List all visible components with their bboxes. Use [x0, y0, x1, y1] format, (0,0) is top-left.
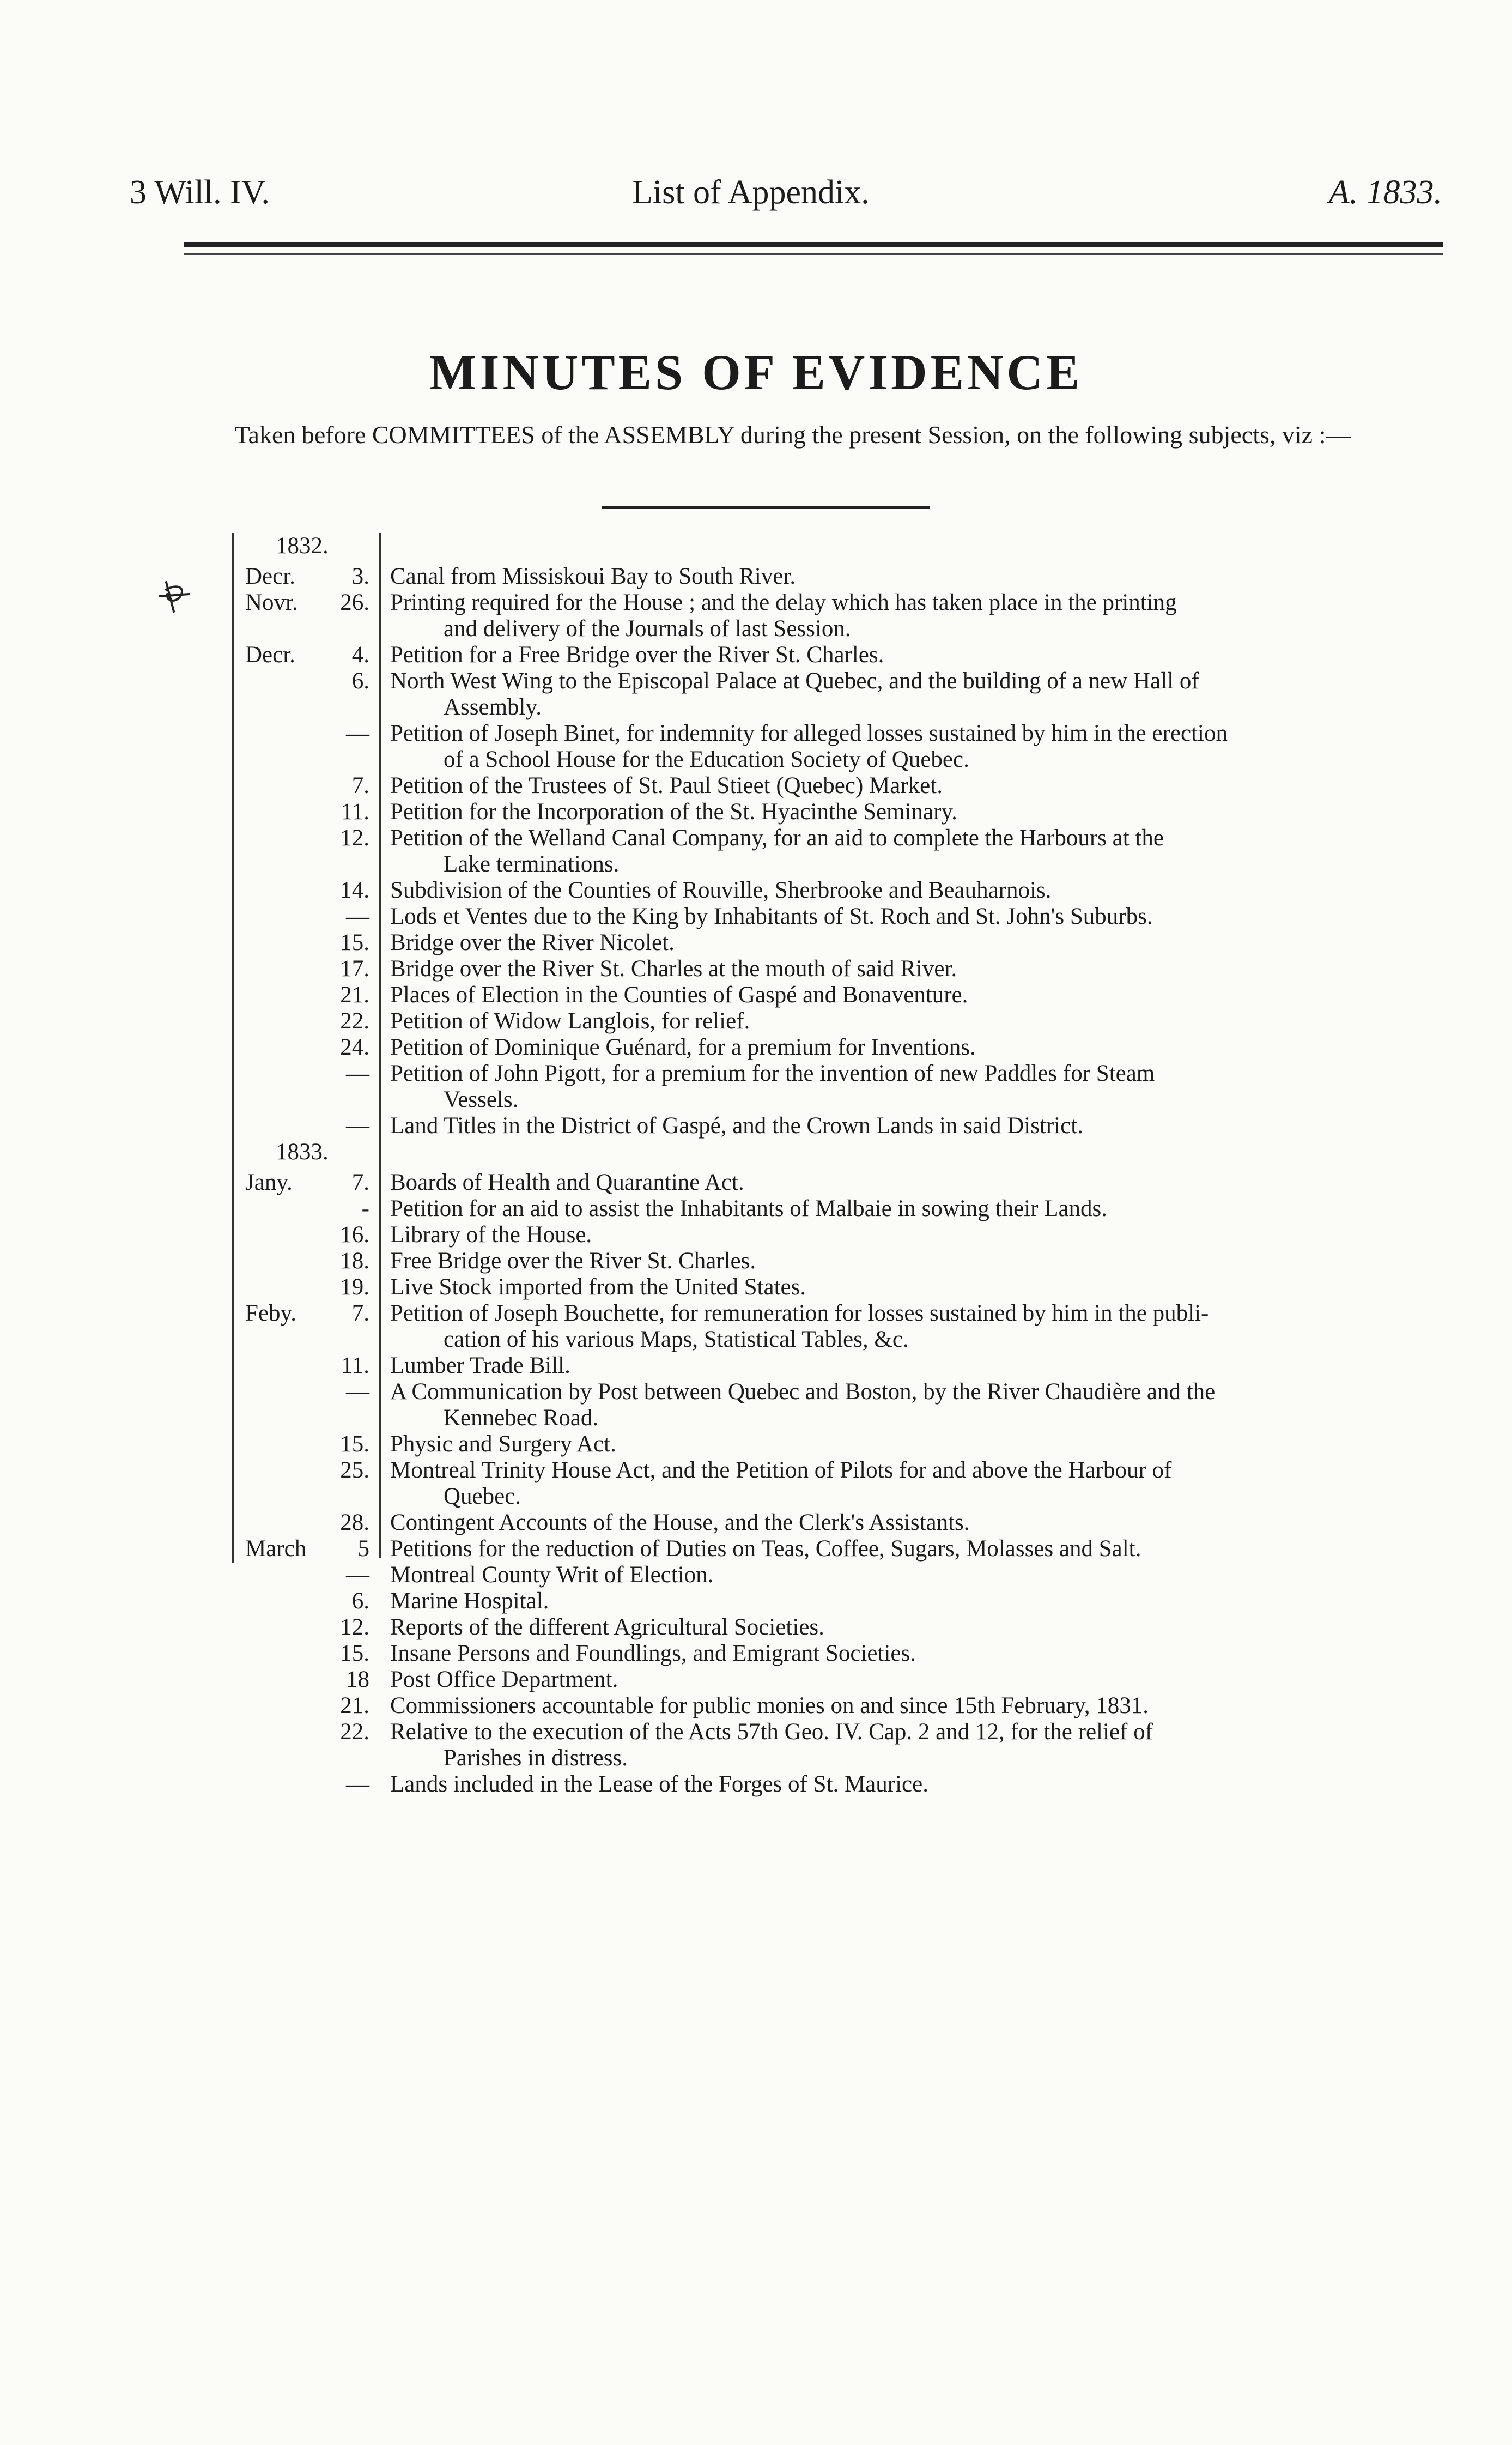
entry-month [229, 1588, 300, 1614]
minute-entry [229, 590, 1482, 642]
entry-month [229, 1693, 300, 1719]
year-heading [229, 1139, 1482, 1170]
entry-subject-text: Petition for a Free Bridge over the River St. Charles. [390, 642, 884, 668]
entry-subject [376, 1667, 1428, 1693]
entry-month [229, 1034, 300, 1061]
minute-entry [229, 1719, 1482, 1771]
entry-subject [376, 1588, 1428, 1614]
entry-subject-text: Printing required for the House ; and the delay which has taken place in the printing [390, 590, 1177, 615]
entry-day: 22. [340, 1008, 369, 1034]
header-regnal-year: 3 Will. IV. [130, 174, 270, 211]
minute-entry [229, 1431, 1482, 1457]
minute-entry [229, 668, 1482, 721]
minute-entry [229, 982, 1482, 1008]
entry-subject [376, 1562, 1428, 1588]
entry-subject [376, 1196, 1428, 1222]
header-rule-thin [184, 253, 1443, 255]
entry-subject-text: Petition of Joseph Binet, for indemnity for alleged losses sustained by him in the erection [390, 721, 1228, 746]
entry-day: 6. [351, 668, 369, 694]
entry-day: 15. [340, 1431, 369, 1457]
entry-subject-text: Petition for an aid to assist the Inhabitants of Malbaie in sowing their Lands. [390, 1196, 1108, 1221]
entry-subject-continuation: and delivery of the Journals of last Session. [444, 616, 851, 641]
entry-day: 16. [340, 1222, 369, 1248]
minute-entry [229, 904, 1482, 930]
minute-entry [229, 564, 1482, 590]
entry-subject-continuation: Assembly. [444, 694, 542, 720]
entry-subject-text: Commissioners accountable for public monies on and since 15th February, 1831. [390, 1693, 1149, 1718]
minute-entry [229, 1379, 1482, 1431]
entry-subject [376, 1008, 1428, 1034]
entry-day: 18 [346, 1667, 369, 1692]
entry-subject [376, 956, 1428, 982]
entry-month [229, 1510, 300, 1536]
entry-subject-continuation: Lake terminations. [444, 851, 620, 877]
minutes-list [229, 533, 1482, 1798]
header-rule-thick [184, 242, 1443, 247]
entry-subject-continuation: cation of his various Maps, Statistical Tables, &c. [444, 1327, 909, 1352]
entry-subject-text: Petition for the Incorporation of the St. Hyacinthe Seminary. [390, 799, 957, 825]
entry-day: 12. [340, 1614, 369, 1640]
entry-month [229, 904, 300, 930]
entry-month [229, 668, 300, 721]
minute-entry [229, 825, 1482, 877]
entry-subject-text: Lumber Trade Bill. [390, 1353, 570, 1378]
entry-month [229, 1719, 300, 1771]
entry-subject-continuation: of a School House for the Education Society of Quebec. [444, 747, 969, 772]
entry-day: 7. [351, 1300, 369, 1326]
entry-subject-continuation: Vessels. [444, 1087, 519, 1112]
entry-subject-text: Live Stock imported from the United States. [390, 1274, 806, 1300]
entry-subject-text: Places of Election in the Counties of Gaspé and Bonaventure. [390, 982, 968, 1008]
entry-subject-text: Physic and Surgery Act. [390, 1431, 616, 1457]
minute-entry [229, 1771, 1482, 1798]
entry-subject [376, 1431, 1428, 1457]
running-header [0, 173, 1512, 217]
entry-subject [376, 982, 1428, 1008]
entry-subject [376, 1061, 1428, 1113]
entry-subject [376, 930, 1428, 956]
entry-month [229, 825, 300, 877]
minute-entry [229, 1034, 1482, 1061]
entry-subject [376, 1719, 1428, 1771]
minute-entry [229, 1300, 1482, 1353]
entry-subject [376, 668, 1428, 721]
minute-entry [229, 1196, 1482, 1222]
minute-entry [229, 1693, 1482, 1719]
entry-day: — [346, 1061, 369, 1086]
entry-subject [376, 1170, 1428, 1196]
minute-entry [229, 1614, 1482, 1641]
entry-subject [376, 721, 1428, 773]
entry-subject-text: Land Titles in the District of Gaspé, and the Crown Lands in said District. [390, 1113, 1083, 1139]
minute-entry [229, 956, 1482, 982]
entry-subject [376, 1536, 1428, 1562]
entry-day: 19. [340, 1274, 369, 1300]
entry-day: 7. [351, 773, 369, 798]
minute-entry [229, 1353, 1482, 1379]
entry-day: — [346, 1771, 369, 1797]
minute-entry [229, 1222, 1482, 1248]
entry-subject-text: Reports of the different Agricultural Societies. [390, 1614, 824, 1640]
entry-subject [376, 1457, 1428, 1510]
entry-day: 21. [340, 1693, 369, 1718]
entry-month: Decr. [245, 642, 295, 668]
minute-entry [229, 1562, 1482, 1588]
entry-day: 7. [351, 1170, 369, 1195]
header-year: A. 1833. [1328, 174, 1442, 211]
entry-subject-continuation: Quebec. [444, 1484, 521, 1509]
entry-day: 4. [351, 642, 369, 668]
entry-month [229, 1274, 300, 1300]
entry-day: — [346, 1113, 369, 1139]
entry-month: Feby. [245, 1300, 296, 1326]
entry-month [229, 1353, 300, 1379]
entry-day: 11. [341, 799, 369, 825]
minute-entry [229, 721, 1482, 773]
entry-day: 5 [357, 1536, 369, 1562]
entry-day: 18. [340, 1248, 369, 1274]
entry-day: 14. [340, 877, 369, 903]
minute-entry [229, 1667, 1482, 1693]
entry-day: 3. [351, 564, 369, 589]
entry-subject [376, 1641, 1428, 1667]
entry-subject [376, 1614, 1428, 1641]
entry-subject-text: Petition of Dominique Guénard, for a premium for Inventions. [390, 1034, 976, 1060]
entry-subject [376, 1113, 1428, 1139]
minute-entry [229, 1170, 1482, 1196]
year-label: 1832. [276, 533, 329, 559]
entry-subject [376, 799, 1428, 825]
minute-entry [229, 1536, 1482, 1562]
entry-day: 12. [340, 825, 369, 851]
entry-subject [376, 1248, 1428, 1274]
entry-subject-text: Subdivision of the Counties of Rouville, Sherbrooke and Beauharnois. [390, 877, 1052, 903]
entry-subject-text: Post Office Department. [390, 1667, 618, 1692]
entry-subject-text: Petition of Joseph Bouchette, for remuneration for losses sustained by him in the publi- [390, 1300, 1209, 1326]
minute-entry [229, 1510, 1482, 1536]
entry-subject [376, 642, 1428, 668]
minute-entry [229, 877, 1482, 904]
entry-month [229, 1614, 300, 1641]
year-heading [229, 533, 1482, 564]
hand-drawn-sign-icon [155, 578, 193, 616]
minute-entry [229, 1274, 1482, 1300]
entry-day: 15. [340, 930, 369, 955]
entry-subject [376, 564, 1428, 590]
entry-subject-text: Petition of the Welland Canal Company, for an aid to complete the Harbours at the [390, 825, 1164, 851]
entry-subject-text: Petition of the Trustees of St. Paul Stieet (Quebec) Market. [390, 773, 943, 798]
entry-subject [376, 590, 1428, 642]
entry-subject-text: Contingent Accounts of the House, and the Clerk's Assistants. [390, 1510, 970, 1535]
entry-subject [376, 1379, 1428, 1431]
entry-subject-text: Bridge over the River Nicolet. [390, 930, 675, 955]
header-section-title: List of Appendix. [632, 174, 870, 211]
entry-day: — [346, 1562, 369, 1588]
entry-month [229, 1379, 300, 1431]
entry-day: 15. [340, 1641, 369, 1666]
entry-month [229, 1431, 300, 1457]
entry-subject-text: Library of the House. [390, 1222, 592, 1248]
entry-subject-text: A Communication by Post between Quebec and Boston, by the River Chaudière and the [390, 1379, 1216, 1405]
entry-subject-text: Boards of Health and Quarantine Act. [390, 1170, 744, 1195]
entry-day: — [346, 721, 369, 746]
entry-subject [376, 1771, 1428, 1798]
minute-entry [229, 642, 1482, 668]
entry-subject [376, 825, 1428, 877]
entry-day: 22. [340, 1719, 369, 1745]
entry-month [229, 1641, 300, 1667]
entry-subject [376, 1300, 1428, 1353]
entry-month [229, 1061, 300, 1113]
entry-subject [376, 773, 1428, 799]
entry-day: 11. [341, 1353, 369, 1378]
entry-subject [376, 1510, 1428, 1536]
entry-month: Jany. [245, 1170, 293, 1195]
entry-day: 21. [340, 982, 369, 1008]
minute-entry [229, 1008, 1482, 1034]
entry-month [229, 1222, 300, 1248]
entry-subject-text: Canal from Missiskoui Bay to South River. [390, 564, 796, 589]
minute-entry [229, 930, 1482, 956]
entry-month [229, 1248, 300, 1274]
entry-day: — [346, 1379, 369, 1405]
entry-month [229, 1771, 300, 1798]
entry-month: Novr. [245, 590, 298, 615]
title-divider [602, 506, 930, 509]
entry-subject-text: Montreal Trinity House Act, and the Petition of Pilots for and above the Harbour of [390, 1457, 1172, 1483]
entry-subject-continuation: Kennebec Road. [444, 1405, 599, 1431]
minute-entry [229, 1641, 1482, 1667]
entry-month [229, 930, 300, 956]
entry-month [229, 1113, 300, 1139]
year-label: 1833. [276, 1139, 329, 1165]
entry-month [229, 956, 300, 982]
page-title: MINUTES OF EVIDENCE [429, 344, 1083, 400]
entry-subject [376, 904, 1428, 930]
entry-subject-text: Bridge over the River St. Charles at the mouth of said River. [390, 956, 957, 982]
minute-entry [229, 1113, 1482, 1139]
entry-month [229, 773, 300, 799]
entry-month [229, 1008, 300, 1034]
entry-subject-text: Marine Hospital. [390, 1588, 549, 1614]
entry-day: - [361, 1196, 369, 1221]
entry-month [229, 721, 300, 773]
entry-subject-text: Petition of John Pigott, for a premium for the invention of new Paddles for Steam [390, 1061, 1155, 1086]
entry-subject-text: Petitions for the reduction of Duties on Teas, Coffee, Sugars, Molasses and Salt. [390, 1536, 1141, 1562]
entry-month [229, 799, 300, 825]
entry-subject-text: Lods et Ventes due to the King by Inhabitants of St. Roch and St. John's Suburbs. [390, 904, 1153, 929]
entry-day: 25. [340, 1457, 369, 1483]
entry-subject-text: Lands included in the Lease of the Forges of St. Maurice. [390, 1771, 928, 1797]
entry-subject-text: Relative to the execution of the Acts 57th Geo. IV. Cap. 2 and 12, for the relief of [390, 1719, 1153, 1745]
entry-month [229, 1457, 300, 1510]
entry-subject-text: North West Wing to the Episcopal Palace at Quebec, and the building of a new Hall of [390, 668, 1199, 694]
entry-day: — [346, 904, 369, 929]
entry-subject-text: Insane Persons and Foundlings, and Emigrant Societies. [390, 1641, 916, 1666]
entry-month [229, 1667, 300, 1693]
entry-day: 28. [340, 1510, 369, 1535]
minute-entry [229, 799, 1482, 825]
entry-month [229, 982, 300, 1008]
entry-subject [376, 877, 1428, 904]
entry-subject-continuation: Parishes in distress. [444, 1745, 628, 1771]
entry-month [229, 877, 300, 904]
minute-entry [229, 1588, 1482, 1614]
entry-month [229, 1562, 300, 1588]
entry-month: March [245, 1536, 307, 1562]
entry-subject [376, 1274, 1428, 1300]
entry-subject-text: Free Bridge over the River St. Charles. [390, 1248, 756, 1274]
page-subtitle: Taken before COMMITTEES of the ASSEMBLY during the present Session, on the following subjects, viz :— [234, 421, 1351, 449]
entry-subject [376, 1353, 1428, 1379]
minute-entry [229, 1248, 1482, 1274]
entry-subject [376, 1222, 1428, 1248]
minute-entry [229, 773, 1482, 799]
entry-subject [376, 1034, 1428, 1061]
entry-subject-text: Petition of Widow Langlois, for relief. [390, 1008, 750, 1034]
entry-month [229, 1196, 300, 1222]
entry-subject-text: Montreal County Writ of Election. [390, 1562, 714, 1588]
entry-day: 26. [340, 590, 369, 615]
entry-day: 6. [351, 1588, 369, 1614]
minute-entry [229, 1457, 1482, 1510]
entry-month: Decr. [245, 564, 295, 589]
entry-day: 17. [340, 956, 369, 982]
entry-day: 24. [340, 1034, 369, 1060]
minute-entry [229, 1061, 1482, 1113]
entry-subject [376, 1693, 1428, 1719]
